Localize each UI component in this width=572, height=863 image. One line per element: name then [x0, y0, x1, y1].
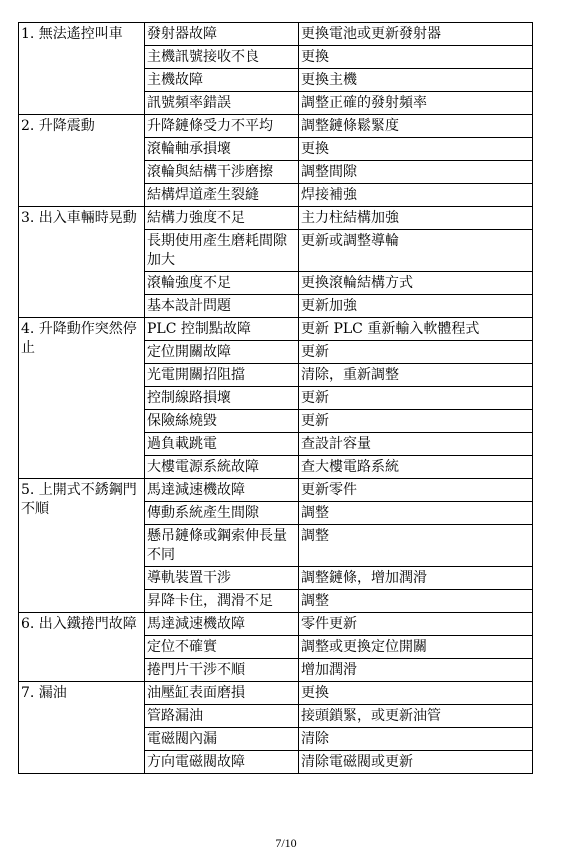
table-row — [19, 479, 533, 502]
fault-cause-cell: 光電開關招阻擋 — [145, 364, 299, 387]
fault-remedy-cell: 更換 — [299, 46, 533, 69]
fault-cause-cell: 控制線路損壞 — [145, 387, 299, 410]
table-row — [19, 115, 533, 138]
fault-remedy-cell: 調整正確的發射頻率 — [299, 92, 533, 115]
fault-remedy-cell: 調整 — [299, 525, 533, 567]
fault-remedy-cell: 主力柱結構加強 — [299, 207, 533, 230]
fault-cause-cell: 電磁閥內漏 — [145, 728, 299, 751]
fault-cause-cell: 方向電磁閥故障 — [145, 751, 299, 774]
fault-remedy-cell: 接頭鎖緊，或更新油管 — [299, 705, 533, 728]
fault-cause-cell: 過負載跳電 — [145, 433, 299, 456]
fault-cause-cell: 基本設計問題 — [145, 295, 299, 318]
fault-cause-cell: 滾輪軸承損壞 — [145, 138, 299, 161]
fault-remedy-cell: 調整或更換定位開關 — [299, 636, 533, 659]
fault-cause-cell: 主機訊號接收不良 — [145, 46, 299, 69]
fault-remedy-cell: 增加潤滑 — [299, 659, 533, 682]
fault-remedy-cell: 調整鏈條，增加潤滑 — [299, 567, 533, 590]
fault-cause-cell: 馬達減速機故障 — [145, 613, 299, 636]
fault-remedy-cell: 更新 — [299, 410, 533, 433]
fault-remedy-cell: 更新 — [299, 387, 533, 410]
fault-remedy-cell: 清除 — [299, 728, 533, 751]
fault-cause-cell: 馬達減速機故障 — [145, 479, 299, 502]
fault-remedy-cell: 零件更新 — [299, 613, 533, 636]
fault-cause-cell: 升降鏈條受力不平均 — [145, 115, 299, 138]
fault-category-cell: 3. 出入車輛時晃動 — [19, 207, 145, 318]
fault-remedy-cell: 調整 — [299, 502, 533, 525]
table-row — [19, 318, 533, 341]
fault-remedy-cell: 調整 — [299, 590, 533, 613]
fault-cause-cell: 管路漏油 — [145, 705, 299, 728]
fault-cause-cell: 結構力強度不足 — [145, 207, 299, 230]
fault-remedy-cell: 更換 — [299, 682, 533, 705]
fault-remedy-cell: 焊接補強 — [299, 184, 533, 207]
table-row — [19, 682, 533, 705]
fault-cause-cell: 滾輪強度不足 — [145, 272, 299, 295]
fault-cause-cell: 長期使用產生磨耗間隙加大 — [145, 230, 299, 272]
fault-table — [18, 22, 533, 774]
fault-cause-cell: 定位不確實 — [145, 636, 299, 659]
fault-remedy-cell: 更換主機 — [299, 69, 533, 92]
fault-cause-cell: 發射器故障 — [145, 23, 299, 46]
fault-cause-cell: 捲門片干涉不順 — [145, 659, 299, 682]
fault-category-cell: 4. 升降動作突然停止 — [19, 318, 145, 479]
fault-remedy-cell: 更新 PLC 重新輸入軟體程式 — [299, 318, 533, 341]
table-row — [19, 207, 533, 230]
fault-remedy-cell: 更新 — [299, 341, 533, 364]
fault-remedy-cell: 清除，重新調整 — [299, 364, 533, 387]
fault-cause-cell: 傳動系統產生間隙 — [145, 502, 299, 525]
fault-remedy-cell: 調整間隙 — [299, 161, 533, 184]
fault-cause-cell: 滾輪與結構干涉磨擦 — [145, 161, 299, 184]
fault-cause-cell: PLC 控制點故障 — [145, 318, 299, 341]
fault-cause-cell: 結構焊道產生裂縫 — [145, 184, 299, 207]
page-number: 7/10 — [275, 836, 297, 850]
fault-remedy-cell: 更換 — [299, 138, 533, 161]
fault-cause-cell: 油壓缸表面磨損 — [145, 682, 299, 705]
fault-remedy-cell: 查設計容量 — [299, 433, 533, 456]
fault-table-body — [19, 23, 533, 774]
fault-cause-cell: 懸吊鏈條或鋼索伸長量不同 — [145, 525, 299, 567]
fault-category-cell: 6. 出入鐵捲門故障 — [19, 613, 145, 682]
fault-category-cell: 7. 漏油 — [19, 682, 145, 774]
fault-category-cell: 1. 無法遙控叫車 — [19, 23, 145, 115]
fault-cause-cell: 主機故障 — [145, 69, 299, 92]
fault-remedy-cell: 更換滾輪結構方式 — [299, 272, 533, 295]
fault-remedy-cell: 更新加強 — [299, 295, 533, 318]
fault-remedy-cell: 更新或調整導輪 — [299, 230, 533, 272]
fault-cause-cell: 大樓電源系統故障 — [145, 456, 299, 479]
fault-remedy-cell: 更新零件 — [299, 479, 533, 502]
fault-remedy-cell: 查大樓電路系統 — [299, 456, 533, 479]
fault-remedy-cell: 清除電磁閥或更新 — [299, 751, 533, 774]
table-row — [19, 23, 533, 46]
fault-cause-cell: 定位開關故障 — [145, 341, 299, 364]
fault-cause-cell: 昇降卡住，潤滑不足 — [145, 590, 299, 613]
fault-category-cell: 2. 升降震動 — [19, 115, 145, 207]
table-row — [19, 613, 533, 636]
fault-cause-cell: 訊號頻率錯誤 — [145, 92, 299, 115]
fault-cause-cell: 導軌裝置干涉 — [145, 567, 299, 590]
fault-remedy-cell: 更換電池或更新發射器 — [299, 23, 533, 46]
fault-remedy-cell: 調整鏈條鬆緊度 — [299, 115, 533, 138]
fault-category-cell: 5. 上開式不銹鋼門不順 — [19, 479, 145, 613]
fault-cause-cell: 保險絲燒毀 — [145, 410, 299, 433]
